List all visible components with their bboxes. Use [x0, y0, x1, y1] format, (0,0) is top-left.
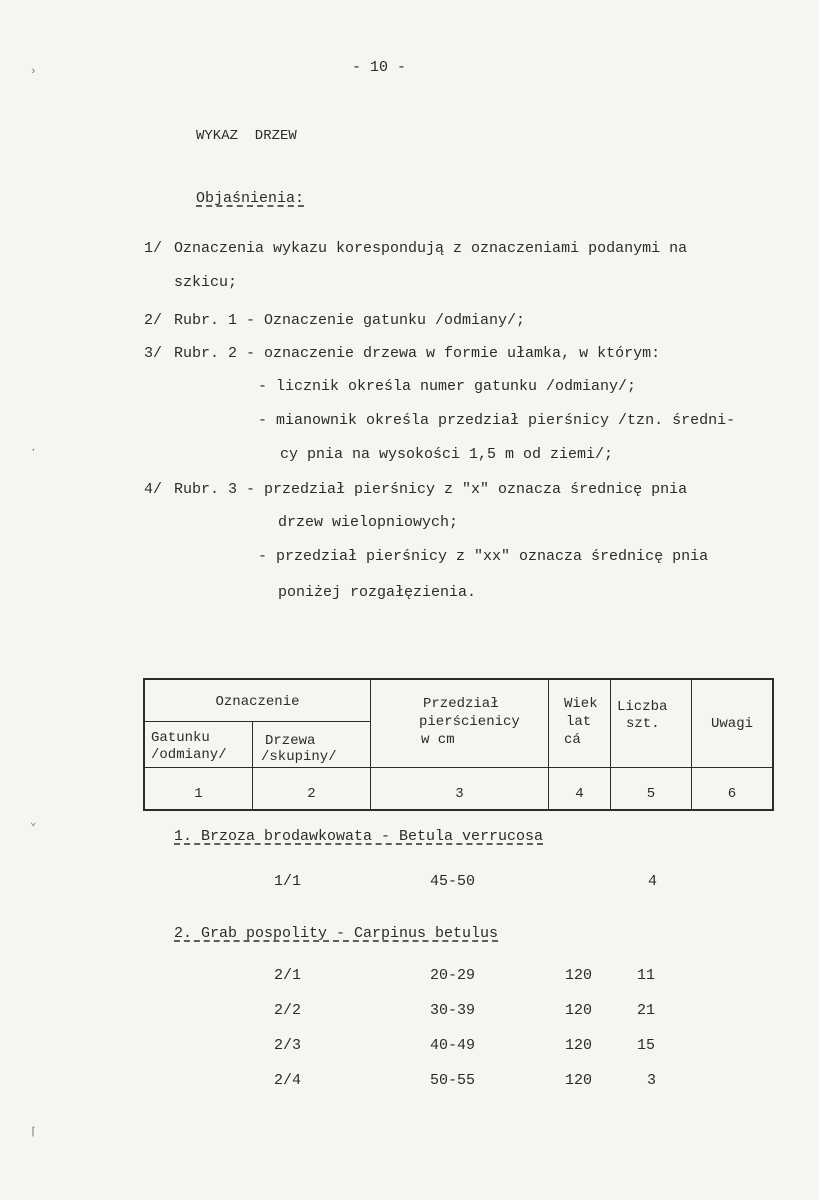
header-skupiny: /skupiny/ [261, 749, 337, 765]
explanation-num: 3/ [144, 345, 163, 362]
tree-count: 3 [647, 1072, 657, 1089]
column-number: 4 [575, 786, 584, 802]
trees-table-header [143, 678, 774, 811]
tree-age: 120 [565, 1072, 593, 1089]
column-number: 6 [727, 786, 737, 802]
tree-id: 2/4 [274, 1072, 302, 1089]
header-pierscienicy: pierścienicy [419, 714, 520, 730]
header-przedzial: Przedział [423, 696, 499, 712]
explanations-heading: Objaśnienia: [196, 190, 305, 207]
document-heading: WYKAZ DRZEW [196, 128, 297, 144]
explanation-line: Rubr. 2 - oznaczenie drzewa w formie ułamka, w którym: [174, 345, 661, 362]
header-liczba: Liczba [617, 699, 668, 715]
explanation-num: 4/ [144, 481, 163, 498]
margin-mark: › [30, 66, 37, 78]
explanation-line: - przedział pierśnicy z "xx" oznacza średnicę pnia [258, 548, 709, 565]
header-ca: cá [564, 732, 581, 748]
tree-count: 4 [648, 873, 658, 890]
species-title: 1. Brzoza brodawkowata - Betula verrucosa [174, 828, 544, 845]
table-border [772, 678, 774, 811]
explanation-line: Rubr. 3 - przedział pierśnicy z "x" oznacza średnicę pnia [174, 481, 688, 498]
table-border [143, 809, 774, 811]
tree-id: 2/1 [274, 967, 302, 984]
explanation-line: Oznaczenia wykazu korespondują z oznaczeniami podanymi na [174, 240, 688, 257]
tree-count: 21 [637, 1002, 656, 1019]
explanation-line: cy pnia na wysokości 1,5 m od ziemi/; [280, 446, 614, 463]
table-divider [143, 721, 371, 722]
tree-id: 1/1 [274, 873, 302, 890]
header-odmiany: /odmiany/ [151, 747, 227, 763]
margin-mark: ⌈ [30, 1127, 37, 1139]
margin-mark: ⌄ [30, 817, 37, 829]
tree-id: 2/3 [274, 1037, 302, 1054]
explanation-line: szkicu; [174, 274, 238, 291]
explanation-line: poniżej rozgałęzienia. [278, 584, 477, 601]
diameter-range: 20-29 [430, 967, 476, 984]
tree-count: 15 [637, 1037, 656, 1054]
column-number: 5 [646, 786, 656, 802]
explanation-line: Rubr. 1 - Oznaczenie gatunku /odmiany/; [174, 312, 526, 329]
diameter-range: 45-50 [430, 873, 476, 890]
tree-count: 11 [637, 967, 656, 984]
header-lat: lat [566, 714, 592, 730]
explanation-line: drzew wielopniowych; [278, 514, 459, 531]
species-title: 2. Grab pospolity - Carpinus betulus [174, 925, 499, 942]
column-number: 3 [455, 786, 464, 802]
header-oznaczenie: Oznaczenie [215, 694, 300, 710]
diameter-range: 40-49 [430, 1037, 476, 1054]
header-drzewa: Drzewa [265, 733, 316, 749]
explanation-num: 2/ [144, 312, 163, 329]
page-number: - 10 - [352, 59, 407, 76]
table-border [143, 678, 774, 680]
diameter-range: 30-39 [430, 1002, 476, 1019]
diameter-range: 50-55 [430, 1072, 476, 1089]
column-number: 1 [194, 786, 203, 802]
tree-age: 120 [565, 1002, 593, 1019]
tree-id: 2/2 [274, 1002, 302, 1019]
column-number: 2 [307, 786, 316, 802]
explanation-line: - licznik określa numer gatunku /odmiany/; [258, 378, 637, 395]
table-border [143, 767, 774, 768]
margin-mark: · [30, 445, 37, 457]
header-uwagi: Uwagi [710, 716, 753, 732]
explanation-line: - mianownik określa przedział pierśnicy /tzn. średni- [258, 412, 736, 429]
header-szt: szt. [626, 716, 660, 732]
header-gatunku: Gatunku [151, 730, 210, 746]
tree-age: 120 [565, 967, 593, 984]
tree-age: 120 [565, 1037, 593, 1054]
header-w-cm: w cm [421, 732, 455, 748]
header-wiek: Wiek [564, 696, 598, 712]
explanation-num: 1/ [144, 240, 163, 257]
